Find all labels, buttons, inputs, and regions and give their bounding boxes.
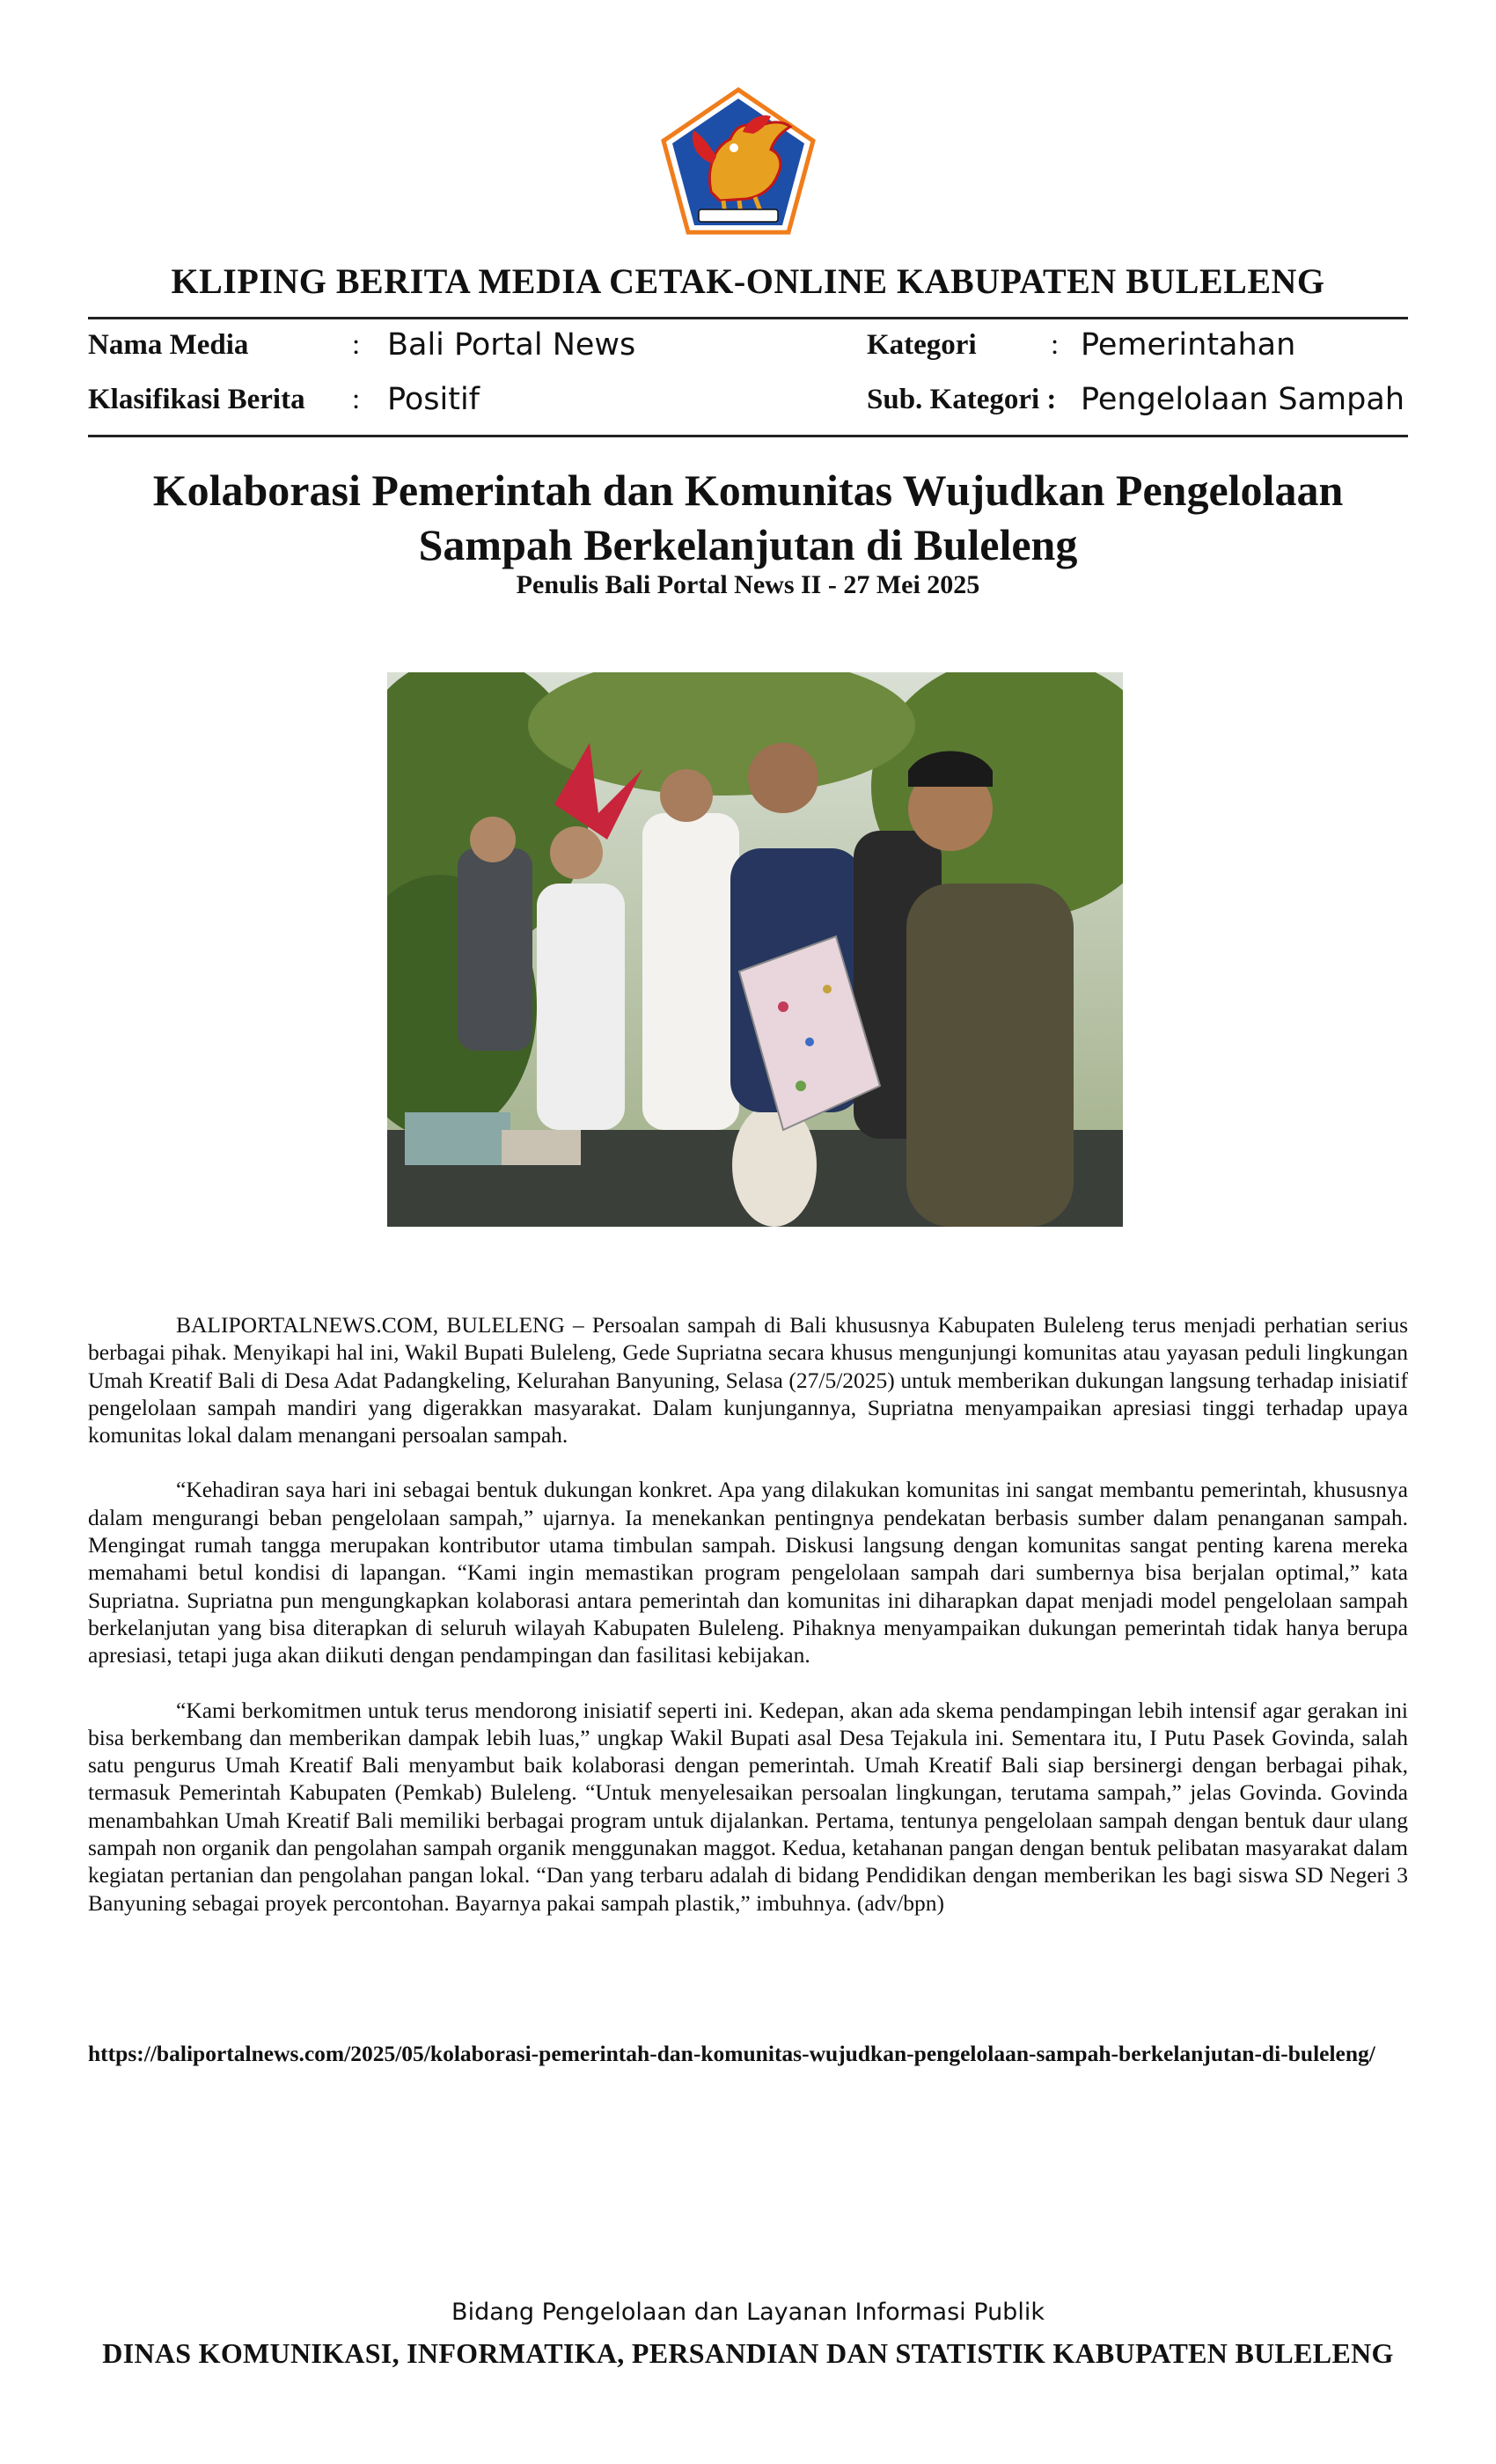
article-paragraph: “Kehadiran saya hari ini sebagai bentuk dukungan konkret. Apa yang dilakukan komunitas ini sangat membantu pemerintah, khususnya dalam mengurangi beban pengelolaan sampah,” ujarnya. Ia menekankan pentingnya pendekatan berbasis sumber dalam penanganan sampah. Mengingat rumah tangga merupakan kontributor utama timbulan sampah. Diskusi langsung dengan komunitas sangat penting karena mereka memahami betul kondisi di lapangan. “Kami ingin memastikan program pengelolaan sampah dari sumbernya bisa berjalan optimal,” kata Supriatna. Supriatna pun mengungkapkan kolaborasi antara pemerintah dan komunitas ini diharapkan dapat menjadi model pengelolaan sampah berkelanjutan yang bisa diterapkan di seluruh wilayah Kabupaten Buleleng. Pihaknya menyampaikan dukungan pemerintah tidak hanya berupa apresiasi, tetapi juga akan diikuti dengan pendampingan dan fasilitasi kebijakan. (88, 1477, 1408, 1668)
media-label: Nama Media (88, 329, 249, 361)
media-colon: : (352, 329, 361, 361)
article-title: Kolaborasi Pemerintah dan Komunitas Wujudkan Pengelolaan Sampah Berkelanjutan di Buleleng (152, 466, 1344, 569)
footer-title: DINAS KOMUNIKASI, INFORMATIKA, PERSANDIAN DAN STATISTIK KABUPATEN BULELENG (102, 2337, 1394, 2369)
article-paragraph: BALIPORTALNEWS.COM, BULELENG – Persoalan sampah di Bali khususnya Kabupaten Buleleng terus menjadi perhatian serius berbagai pihak. Menyikapi hal ini, Wakil Bupati Buleleng, Gede Supriatna secara khusus mengunjungi komunitas atau yayasan peduli lingkungan Umah Kreatif Bali di Desa Adat Padangkeling, Kelurahan Banyuning, Selasa (27/5/2025) untuk memberikan dukungan langsung terhadap inisiatif pengelolaan sampah mandiri yang digerakkan masyarakat. Dalam kunjungannya, Supriatna menyampaikan apresiasi tinggi terhadap upaya komunitas lokal dalam menangani persoalan sampah. (88, 1312, 1408, 1448)
page-title: KLIPING BERITA MEDIA CETAK-ONLINE KABUPATEN BULELENG (171, 261, 1325, 301)
article-paragraph: “Kami berkomitmen untuk terus mendorong inisiatif seperti ini. Kedepan, akan ada skema pendampingan lebih intensif agar gerakan ini bisa berkembang dan memberikan dampak lebih luas,” ungkap Wakil Bupati asal Desa Tejakula ini. Sementara itu, I Putu Pasek Govinda, salah satu pengurus Umah Kreatif Bali menyambut baik kolaborasi dengan pemerintah. Umah Kreatif Bali siap bersinergi dengan berbagai pihak, termasuk Pemerintah Kabupaten (Pemkab) Buleleng. “Untuk menyelesaikan persoalan lingkungan, terutama sampah,” jelas Govinda. Govinda menambahkan Umah Kreatif Bali memiliki berbagai program untuk dijalankan. Pertama, tentunya pengelolaan sampah dengan bentuk daur ulang sampah non organik dan pengolahan sampah organik menggunakan maggot. Kedua, ketahanan pangan dengan bentuk pelibatan masyarakat dalam kegiatan pertanian dan pengolahan pangan lokal. “Dan yang terbaru adalah di bidang Pendidikan dengan memberikan les bagi siswa SD Negeri 3 Banyuning sebagai proyek percontohan. Bayarnya pakai sampah plastik,” imbuhnya. (adv/bpn) (88, 1697, 1408, 1916)
footer-subtitle: Bidang Pengelolaan dan Layanan Informasi Publik (451, 2299, 1045, 2326)
category-label: Kategori (867, 329, 977, 361)
category-value: Pemerintahan (1081, 327, 1296, 363)
category-colon: : (1051, 329, 1060, 361)
singa-ambara-raja-crest-icon (658, 86, 818, 236)
media-value: Bali Portal News (387, 327, 636, 363)
article-byline: Penulis Bali Portal News II - 27 Mei 2025 (516, 570, 980, 599)
subcategory-label: Sub. Kategori : (867, 384, 1057, 415)
subcategory-value: Pengelolaan Sampah (1081, 382, 1404, 417)
classification-colon: : (352, 384, 361, 415)
source-link[interactable]: https://baliportalnews.com/2025/05/kolaborasi-pemerintah-dan-komunitas-wujudkan-pengelolaan-sampah-berkelanjutan-di-buleleng/ (88, 2041, 1375, 2066)
article-body (88, 1311, 1408, 1944)
news-photo-icon (387, 672, 1123, 1227)
header-divider (88, 317, 1408, 319)
classification-value: Positif (387, 382, 480, 417)
meta-divider (88, 435, 1408, 437)
classification-label: Klasifikasi Berita (88, 384, 305, 415)
